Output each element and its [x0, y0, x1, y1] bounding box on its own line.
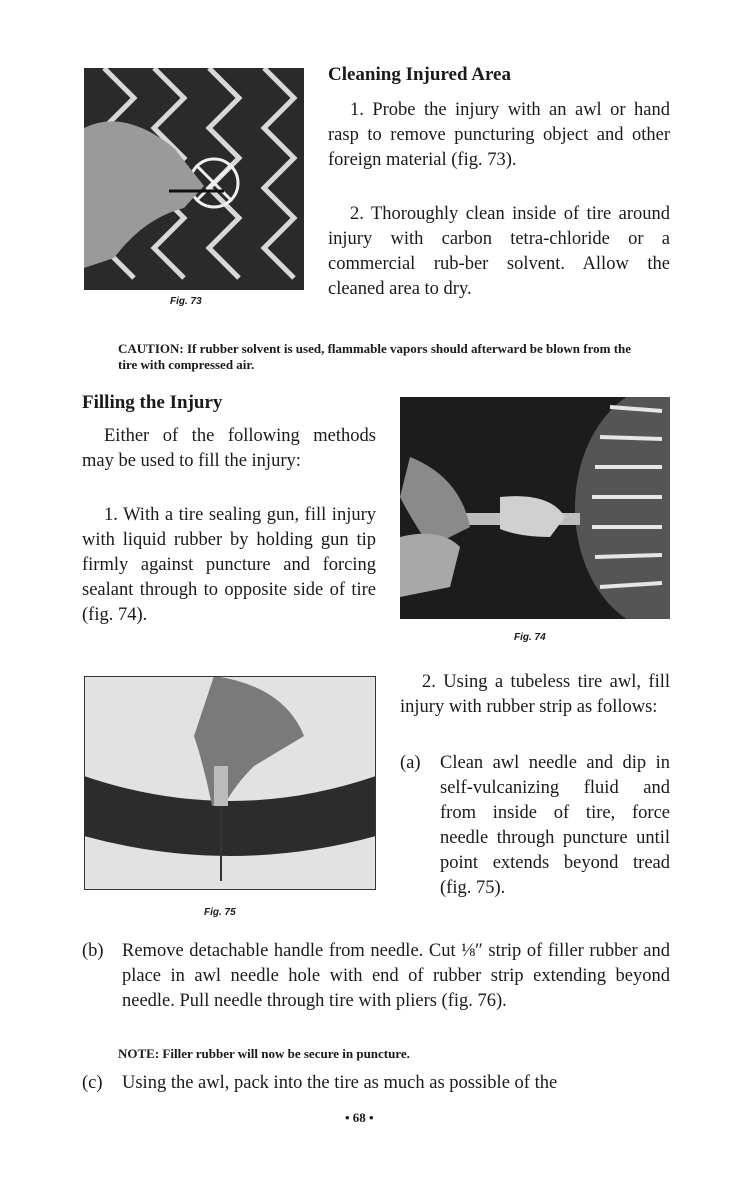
cleaning-step-2: 2. Thoroughly clean inside of tire around injury with carbon tetra-chloride or a commercial rub-ber solvent. Allow the cleaned area to dry. [328, 204, 670, 299]
step-c-label: (c) [82, 1073, 103, 1093]
step-a-text: Clean awl needle and dip in self-vulcanizing fluid and from inside of tire, force needle through puncture until point extends beyond tread (fig. 75). [440, 753, 670, 898]
filling-method-2: 2. Using a tubeless tire awl, fill injury with rubber strip as follows: [400, 672, 670, 717]
step-c [82, 1071, 670, 1096]
filling-method-1: 1. With a tire sealing gun, fill injury with liquid rubber by holding gun tip firmly against puncture and forcing sealant through to opposite side of tire (fig. 74). [82, 505, 376, 625]
step-a [400, 751, 670, 901]
fig75-caption: Fig. 75 [204, 907, 236, 918]
filler-note: NOTE: Filler rubber will now be secure in puncture. [118, 1046, 410, 1061]
step-b [82, 939, 670, 1014]
fig75-photo [84, 676, 376, 890]
cleaning-heading: Cleaning Injured Area [328, 64, 511, 85]
fig73-caption: Fig. 73 [170, 296, 202, 307]
step-b-text: Remove detachable handle from needle. Cut ⅛″ strip of filler rubber and place in awl needle hole with end of rubber strip extending beyond needle. Pull needle through tire with pliers (fig. 76). [122, 941, 670, 1011]
caution-note: CAUTION: If rubber solvent is used, flammable vapors should afterward be blown from the tire with compressed air. [118, 341, 632, 372]
step-c-text: Using the awl, pack into the tire as much as possible of the [122, 1073, 558, 1093]
fig74-photo [400, 397, 670, 619]
filling-heading: Filling the Injury [82, 392, 223, 413]
step-b-label: (b) [82, 941, 104, 961]
step-a-label: (a) [400, 753, 421, 773]
fig74-caption: Fig. 74 [514, 632, 546, 643]
page-number: • 68 • [345, 1110, 374, 1125]
filling-intro: Either of the following methods may be used to fill the injury: [82, 426, 376, 471]
cleaning-step-1: 1. Probe the injury with an awl or hand rasp to remove puncturing object and other foreign material (fig. 73). [328, 100, 670, 170]
fig73-photo [84, 68, 304, 290]
